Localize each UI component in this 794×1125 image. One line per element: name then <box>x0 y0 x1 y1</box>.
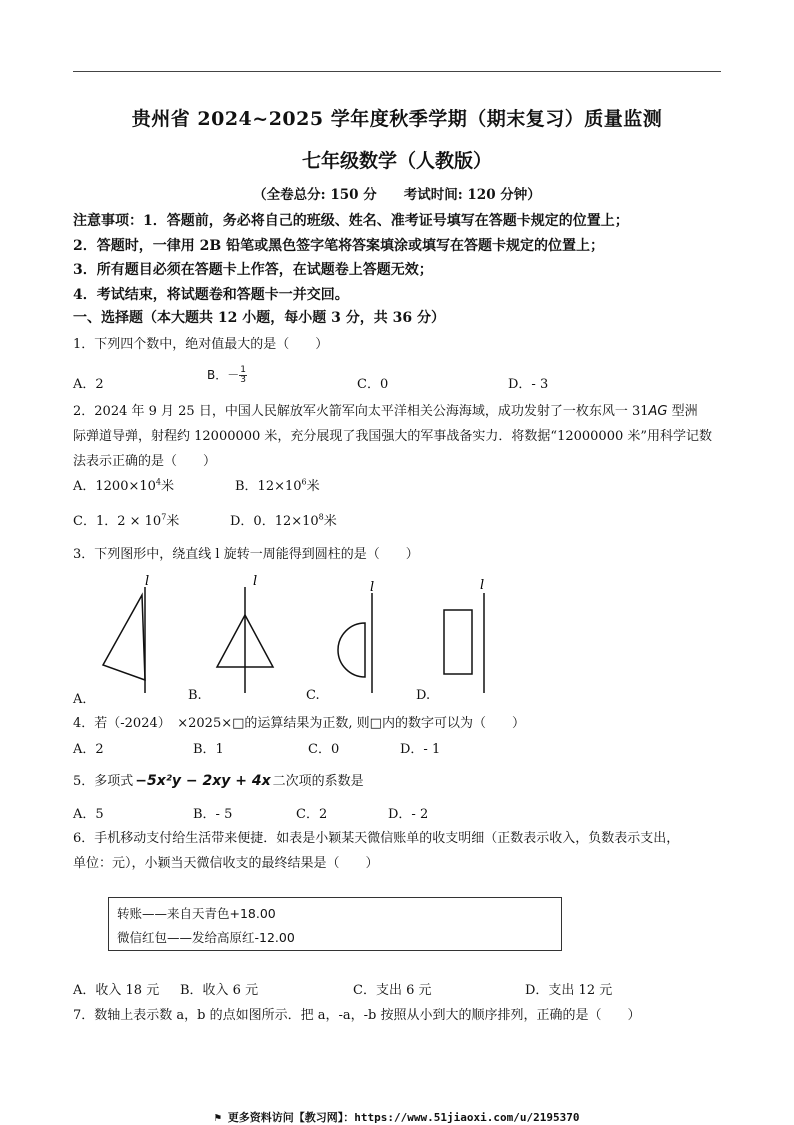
q2-line-2: 际弹道导弹，射程约 12000000 米，充分展现了我国强大的军事战备实力．将数据“12000000 米”用科学记数 <box>73 429 713 444</box>
q5-polynomial: −5x²y − 2xy + 4x <box>135 773 271 789</box>
q2-missile-name: AG <box>648 404 668 419</box>
q2-line-1 <box>73 400 698 419</box>
q2-d-unit: 米 <box>323 514 337 529</box>
q2-c-exponent: 7 <box>161 512 167 522</box>
q6-option-c: C．支出 6 元 <box>353 983 432 998</box>
q1-option-d: D．- 3 <box>508 377 549 392</box>
q3-figure-a <box>95 575 165 695</box>
fraction-denominator: 3 <box>240 375 246 385</box>
q2-a-exponent: 4 <box>155 477 162 487</box>
exam-subtitle: 七年级数学（人教版） <box>301 150 492 172</box>
footer-link[interactable] <box>0 1109 794 1125</box>
exam-info: （全卷总分: 150 分 考试时间: 120 分钟） <box>253 187 541 203</box>
q3-figure-d <box>430 575 500 695</box>
q3-option-a: A． <box>73 692 96 707</box>
q6-option-b: B．收入 6 元 <box>180 983 259 998</box>
section-heading: 一、选择题（本大题共 12 小题，每小题 3 分，共 36 分） <box>73 310 445 326</box>
q2-option-c <box>73 510 179 529</box>
q6-line-2: 单位：元），小颖当天微信收支的最终结果是（ ） <box>73 856 379 871</box>
q5-option-c: C．2 <box>296 807 328 822</box>
q1-stem: 1．下列四个数中，绝对值最大的是（ ） <box>73 337 329 352</box>
q3-figure-b <box>205 575 285 695</box>
q1-option-c: C．0 <box>357 377 389 392</box>
q2-d-exponent: 8 <box>318 512 324 522</box>
q5-stem-suffix: 二次项的系数是 <box>272 774 364 789</box>
triangle-shape <box>103 595 145 680</box>
q1-option-a: A．2 <box>73 377 104 392</box>
q5-stem-prefix: 5．多项式 <box>73 774 134 789</box>
q3-option-c: C. <box>306 688 320 703</box>
axis-label: l <box>145 575 150 589</box>
q2-b-base: B．12×10 <box>235 479 302 494</box>
top-rule <box>73 71 721 72</box>
q2-option-d <box>230 510 337 529</box>
q1-option-b-fraction <box>239 366 247 385</box>
q3-stem: 3．下列图形中，绕直线 l 旋转一周能得到圆柱的是（ ） <box>73 547 419 562</box>
q6-line-1: 6．手机移动支付给生活带来便捷．如表是小颖某天微信账单的收支明细（正数表示收入，负数表示支出， <box>73 831 680 846</box>
q6-option-d: D．支出 12 元 <box>525 983 613 998</box>
q2-a-base: A．1200×10 <box>73 479 156 494</box>
q2-a-unit: 米 <box>161 479 175 494</box>
footer-text: 更多资料访问【教习网】：https://www.51jiaoxi.com/u/2195370 <box>227 1111 580 1124</box>
q3-option-b: B. <box>188 688 202 703</box>
q2-b-exponent: 6 <box>301 477 307 487</box>
q4-stem: 4．若（-2024） ×2025×□的运算结果为正数, 则□内的数字可以为（ ） <box>73 716 525 731</box>
q2-c-base: C．1．2 × 10 <box>73 514 162 529</box>
q5-option-a: A．5 <box>73 807 104 822</box>
axis-label: l <box>253 575 258 589</box>
q2-line-1-end: 型洲 <box>667 404 698 419</box>
q5-stem <box>73 770 364 789</box>
bill-row-transfer: 转账——来自天青色+18.00 <box>117 906 276 921</box>
note-line-3: 3．所有题目必须在答题卡上作答，在试题卷上答题无效； <box>73 262 433 278</box>
q4-option-c: C．0 <box>308 742 340 757</box>
q6-option-a: A．收入 18 元 <box>73 983 160 998</box>
q2-line-3: 法表示正确的是（ ） <box>73 454 217 469</box>
fraction-numerator: 1 <box>240 365 246 375</box>
flag-icon: ⚑ <box>214 1111 228 1124</box>
q3-figure-c <box>320 575 390 695</box>
q1-option-b-prefix: B．－ <box>207 368 240 382</box>
note-line-4: 4．考试结束，将试题卷和答题卡一并交回。 <box>73 287 349 303</box>
q6-bill-table <box>108 897 562 951</box>
q5-option-d: D．- 2 <box>388 807 429 822</box>
q4-option-a: A．2 <box>73 742 104 757</box>
q1-option-b <box>207 366 247 385</box>
rectangle-shape <box>444 610 472 674</box>
q2-option-a <box>73 475 174 494</box>
q4-option-b: B．1 <box>193 742 224 757</box>
q2-line-1-text: 2．2024 年 9 月 25 日，中国人民解放军火箭军向太平洋相关公海海域，成功发射了一枚东风一 31 <box>73 404 649 419</box>
q2-option-b <box>235 475 320 494</box>
q2-c-unit: 米 <box>166 514 180 529</box>
q2-d-base: D．0．12×10 <box>230 514 319 529</box>
note-line-1: 注意事项：1．答题前，务必将自己的班级、姓名、准考证号填写在答题卡规定的位置上； <box>73 213 629 229</box>
bill-row-red-packet: 微信红包——发给高原红-12.00 <box>117 930 295 945</box>
q5-option-b: B．- 5 <box>193 807 233 822</box>
axis-label: l <box>370 580 375 595</box>
note-line-2: 2．答题时，一律用 2B 铅笔或黑色签字笔将答案填涂或填写在答题卡规定的位置上； <box>73 238 605 254</box>
q4-option-d: D．- 1 <box>400 742 441 757</box>
q3-option-d: D. <box>416 688 431 703</box>
q2-b-unit: 米 <box>306 479 320 494</box>
axis-label: l <box>480 578 485 593</box>
semicircle-shape <box>338 623 365 677</box>
exam-title: 贵州省 2024~2025 学年度秋季学期（期末复习）质量监测 <box>131 108 663 130</box>
q7-stem: 7．数轴上表示数 a，b 的点如图所示．把 a，-a，-b 按照从小到大的顺序排列，正确的是（ ） <box>73 1008 641 1023</box>
